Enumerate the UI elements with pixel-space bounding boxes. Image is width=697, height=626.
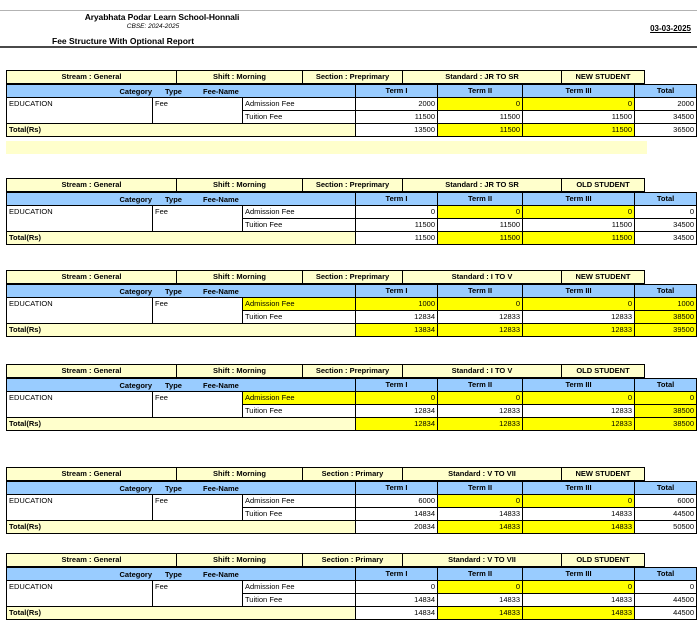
fee-type-cell: Fee xyxy=(153,206,243,232)
left-headers-cell xyxy=(7,285,356,298)
term2-column-header: Term II xyxy=(438,568,523,581)
fee-type-cell: Fee xyxy=(153,392,243,418)
fee-table xyxy=(6,270,696,337)
stream-cell: Stream : General xyxy=(7,468,177,481)
fee-name-cell: Tuition Fee xyxy=(243,111,356,124)
term3-value-cell: 11500 xyxy=(523,219,635,232)
total-row-label: Total(Rs) xyxy=(7,124,356,137)
fee-name-column-header: Fee-Name xyxy=(203,287,239,296)
term1-value-cell: 1000 xyxy=(356,298,438,311)
term2-column-header: Term II xyxy=(438,85,523,98)
term1-value-cell: 0 xyxy=(356,581,438,594)
fee-table-grid xyxy=(6,84,697,137)
category-column-header: Category xyxy=(119,287,152,296)
category-column-header: Category xyxy=(119,381,152,390)
empty-highlight-strip xyxy=(6,141,647,154)
term1-column-header: Term I xyxy=(356,285,438,298)
total-value-cell: 44500 xyxy=(635,594,697,607)
term1-value-cell: 12834 xyxy=(356,405,438,418)
total-row-label: Total(Rs) xyxy=(7,324,356,337)
fee-type-cell: Fee xyxy=(153,98,243,124)
report-date: 03-03-2025 xyxy=(650,24,691,33)
term3-value-cell: 0 xyxy=(523,495,635,508)
total-row-label: Total(Rs) xyxy=(7,521,356,534)
fee-name-column-header: Fee-Name xyxy=(203,570,239,579)
term3-column-header: Term III xyxy=(523,285,635,298)
admission-fee-row xyxy=(7,392,697,405)
section-cell: Section : Preprimary xyxy=(303,71,403,84)
fee-name-cell: Tuition Fee xyxy=(243,594,356,607)
type-column-header: Type xyxy=(165,287,182,296)
standard-cell: Standard : V TO VII xyxy=(403,468,562,481)
term1-value-cell: 6000 xyxy=(356,495,438,508)
grand-total-cell: 39500 xyxy=(635,324,697,337)
term1-total-cell: 13500 xyxy=(356,124,438,137)
stream-cell: Stream : General xyxy=(7,554,177,567)
term1-total-cell: 14834 xyxy=(356,607,438,620)
grand-total-cell: 50500 xyxy=(635,521,697,534)
standard-cell: Standard : V TO VII xyxy=(403,554,562,567)
term3-value-cell: 14833 xyxy=(523,508,635,521)
total-value-cell: 0 xyxy=(635,392,697,405)
term3-total-cell: 14833 xyxy=(523,607,635,620)
term1-value-cell: 2000 xyxy=(356,98,438,111)
category-cell: EDUCATION xyxy=(7,581,153,607)
category-cell: EDUCATION xyxy=(7,206,153,232)
term2-value-cell: 0 xyxy=(438,298,523,311)
type-column-header: Type xyxy=(165,484,182,493)
category-cell: EDUCATION xyxy=(7,98,153,124)
left-headers-cell xyxy=(7,85,356,98)
category-column-header: Category xyxy=(119,87,152,96)
grand-total-cell: 34500 xyxy=(635,232,697,245)
context-row-filler xyxy=(645,71,697,84)
total-row xyxy=(7,521,697,534)
fee-name-cell: Admission Fee xyxy=(243,206,356,219)
fee-name-cell: Admission Fee xyxy=(243,98,356,111)
total-value-cell: 34500 xyxy=(635,111,697,124)
grand-total-cell: 36500 xyxy=(635,124,697,137)
term3-value-cell: 0 xyxy=(523,298,635,311)
fee-table-grid xyxy=(6,192,697,245)
fee-name-cell: Admission Fee xyxy=(243,581,356,594)
term2-value-cell: 0 xyxy=(438,206,523,219)
report-title: Fee Structure With Optional Report xyxy=(52,36,195,46)
fee-table xyxy=(6,178,696,245)
term2-total-cell: 12833 xyxy=(438,418,523,431)
total-row-label: Total(Rs) xyxy=(7,232,356,245)
admission-fee-row xyxy=(7,206,697,219)
context-row-filler xyxy=(645,365,697,378)
term1-value-cell: 14834 xyxy=(356,594,438,607)
term2-value-cell: 0 xyxy=(438,495,523,508)
term1-value-cell: 11500 xyxy=(356,111,438,124)
shift-cell: Shift : Morning xyxy=(177,71,303,84)
total-row xyxy=(7,607,697,620)
fee-table xyxy=(6,467,696,534)
term2-value-cell: 11500 xyxy=(438,219,523,232)
total-value-cell: 2000 xyxy=(635,98,697,111)
section-cell: Section : Primary xyxy=(303,554,403,567)
stream-cell: Stream : General xyxy=(7,71,177,84)
term3-column-header: Term III xyxy=(523,379,635,392)
total-row xyxy=(7,124,697,137)
total-value-cell: 6000 xyxy=(635,495,697,508)
standard-cell: Standard : JR TO SR xyxy=(403,71,562,84)
student-type-cell: OLD STUDENT xyxy=(562,554,645,567)
term2-column-header: Term II xyxy=(438,482,523,495)
fee-table-grid xyxy=(6,284,697,337)
fee-name-column-header: Fee-Name xyxy=(203,484,239,493)
total-value-cell: 1000 xyxy=(635,298,697,311)
term1-total-cell: 20834 xyxy=(356,521,438,534)
term2-column-header: Term II xyxy=(438,285,523,298)
fee-table-context-row xyxy=(6,270,697,284)
category-column-header: Category xyxy=(119,570,152,579)
standard-cell: Standard : I TO V xyxy=(403,271,562,284)
term3-value-cell: 0 xyxy=(523,392,635,405)
term2-total-cell: 11500 xyxy=(438,232,523,245)
total-value-cell: 38500 xyxy=(635,311,697,324)
term3-value-cell: 0 xyxy=(523,98,635,111)
section-cell: Section : Primary xyxy=(303,468,403,481)
fee-type-cell: Fee xyxy=(153,298,243,324)
section-cell: Section : Preprimary xyxy=(303,271,403,284)
term3-total-cell: 12833 xyxy=(523,324,635,337)
term3-total-cell: 14833 xyxy=(523,521,635,534)
shift-cell: Shift : Morning xyxy=(177,365,303,378)
total-row-label: Total(Rs) xyxy=(7,607,356,620)
term3-column-header: Term III xyxy=(523,193,635,206)
fee-name-cell: Tuition Fee xyxy=(243,219,356,232)
category-cell: EDUCATION xyxy=(7,298,153,324)
term2-value-cell: 12833 xyxy=(438,405,523,418)
fee-table-context-row xyxy=(6,178,697,192)
term2-value-cell: 0 xyxy=(438,581,523,594)
term1-column-header: Term I xyxy=(356,85,438,98)
term2-value-cell: 0 xyxy=(438,392,523,405)
term2-column-header: Term II xyxy=(438,379,523,392)
fee-name-column-header: Fee-Name xyxy=(203,87,239,96)
total-column-header: Total xyxy=(635,85,697,98)
grand-total-cell: 38500 xyxy=(635,418,697,431)
term1-value-cell: 14834 xyxy=(356,508,438,521)
fee-name-cell: Admission Fee xyxy=(243,392,356,405)
term2-total-cell: 14833 xyxy=(438,607,523,620)
fee-table-context-row xyxy=(6,364,697,378)
term1-column-header: Term I xyxy=(356,568,438,581)
total-row xyxy=(7,232,697,245)
admission-fee-row xyxy=(7,298,697,311)
context-row-filler xyxy=(645,468,697,481)
standard-cell: Standard : JR TO SR xyxy=(403,179,562,192)
fee-table-grid xyxy=(6,481,697,534)
term3-value-cell: 11500 xyxy=(523,111,635,124)
admission-fee-row xyxy=(7,98,697,111)
fee-table xyxy=(6,553,696,620)
total-row xyxy=(7,324,697,337)
fee-table-context-row xyxy=(6,467,697,481)
stream-cell: Stream : General xyxy=(7,179,177,192)
fee-name-column-header: Fee-Name xyxy=(203,381,239,390)
category-cell: EDUCATION xyxy=(7,392,153,418)
grand-total-cell: 44500 xyxy=(635,607,697,620)
total-value-cell: 38500 xyxy=(635,405,697,418)
header-bottom-rule xyxy=(0,46,697,48)
term3-value-cell: 12833 xyxy=(523,311,635,324)
term3-value-cell: 0 xyxy=(523,206,635,219)
admission-fee-row xyxy=(7,495,697,508)
term2-total-cell: 12833 xyxy=(438,324,523,337)
fee-name-cell: Tuition Fee xyxy=(243,405,356,418)
fee-name-column-header: Fee-Name xyxy=(203,195,239,204)
shift-cell: Shift : Morning xyxy=(177,271,303,284)
fee-table-grid xyxy=(6,567,697,620)
total-column-header: Total xyxy=(635,568,697,581)
fee-name-cell: Admission Fee xyxy=(243,298,356,311)
total-value-cell: 0 xyxy=(635,581,697,594)
term2-value-cell: 11500 xyxy=(438,111,523,124)
fee-table xyxy=(6,364,696,431)
total-column-header: Total xyxy=(635,193,697,206)
total-value-cell: 0 xyxy=(635,206,697,219)
context-row-filler xyxy=(645,271,697,284)
fee-type-cell: Fee xyxy=(153,495,243,521)
student-type-cell: NEW STUDENT xyxy=(562,71,645,84)
admission-fee-row xyxy=(7,581,697,594)
context-row-filler xyxy=(645,179,697,192)
section-cell: Section : Preprimary xyxy=(303,365,403,378)
fee-table xyxy=(6,70,696,137)
fee-name-cell: Tuition Fee xyxy=(243,311,356,324)
category-column-header: Category xyxy=(119,484,152,493)
fee-table-grid xyxy=(6,378,697,431)
header-top-rule xyxy=(0,10,697,11)
term2-value-cell: 0 xyxy=(438,98,523,111)
type-column-header: Type xyxy=(165,381,182,390)
left-headers-cell xyxy=(7,193,356,206)
standard-cell: Standard : I TO V xyxy=(403,365,562,378)
left-headers-cell xyxy=(7,482,356,495)
term3-total-cell: 12833 xyxy=(523,418,635,431)
stream-cell: Stream : General xyxy=(7,365,177,378)
student-type-cell: NEW STUDENT xyxy=(562,271,645,284)
term3-value-cell: 12833 xyxy=(523,405,635,418)
term1-total-cell: 12834 xyxy=(356,418,438,431)
term2-value-cell: 14833 xyxy=(438,594,523,607)
term1-total-cell: 13834 xyxy=(356,324,438,337)
school-name: Aryabhata Podar Learn School-Honnali xyxy=(84,12,240,22)
term3-value-cell: 14833 xyxy=(523,594,635,607)
type-column-header: Type xyxy=(165,87,182,96)
student-type-cell: NEW STUDENT xyxy=(562,468,645,481)
term2-value-cell: 14833 xyxy=(438,508,523,521)
term1-column-header: Term I xyxy=(356,379,438,392)
term1-value-cell: 0 xyxy=(356,392,438,405)
student-type-cell: OLD STUDENT xyxy=(562,179,645,192)
fee-type-cell: Fee xyxy=(153,581,243,607)
term2-column-header: Term II xyxy=(438,193,523,206)
shift-cell: Shift : Morning xyxy=(177,179,303,192)
total-column-header: Total xyxy=(635,379,697,392)
term3-total-cell: 11500 xyxy=(523,232,635,245)
category-column-header: Category xyxy=(119,195,152,204)
term1-value-cell: 11500 xyxy=(356,219,438,232)
category-cell: EDUCATION xyxy=(7,495,153,521)
total-value-cell: 44500 xyxy=(635,508,697,521)
left-headers-cell xyxy=(7,379,356,392)
total-column-header: Total xyxy=(635,285,697,298)
term3-value-cell: 0 xyxy=(523,581,635,594)
term1-value-cell: 12834 xyxy=(356,311,438,324)
stream-cell: Stream : General xyxy=(7,271,177,284)
student-type-cell: OLD STUDENT xyxy=(562,365,645,378)
term3-column-header: Term III xyxy=(523,85,635,98)
shift-cell: Shift : Morning xyxy=(177,554,303,567)
total-value-cell: 34500 xyxy=(635,219,697,232)
context-row-filler xyxy=(645,554,697,567)
term1-total-cell: 11500 xyxy=(356,232,438,245)
term1-column-header: Term I xyxy=(356,482,438,495)
term3-column-header: Term III xyxy=(523,568,635,581)
term3-total-cell: 11500 xyxy=(523,124,635,137)
fee-name-cell: Tuition Fee xyxy=(243,508,356,521)
total-row-label: Total(Rs) xyxy=(7,418,356,431)
board-session: CBSE: 2024-2025 xyxy=(126,23,180,30)
fee-table-context-row xyxy=(6,553,697,567)
term2-value-cell: 12833 xyxy=(438,311,523,324)
term2-total-cell: 11500 xyxy=(438,124,523,137)
total-row xyxy=(7,418,697,431)
term1-column-header: Term I xyxy=(356,193,438,206)
term3-column-header: Term III xyxy=(523,482,635,495)
total-column-header: Total xyxy=(635,482,697,495)
term1-value-cell: 0 xyxy=(356,206,438,219)
fee-name-cell: Admission Fee xyxy=(243,495,356,508)
type-column-header: Type xyxy=(165,195,182,204)
shift-cell: Shift : Morning xyxy=(177,468,303,481)
fee-table-context-row xyxy=(6,70,697,84)
term2-total-cell: 14833 xyxy=(438,521,523,534)
type-column-header: Type xyxy=(165,570,182,579)
left-headers-cell xyxy=(7,568,356,581)
section-cell: Section : Preprimary xyxy=(303,179,403,192)
